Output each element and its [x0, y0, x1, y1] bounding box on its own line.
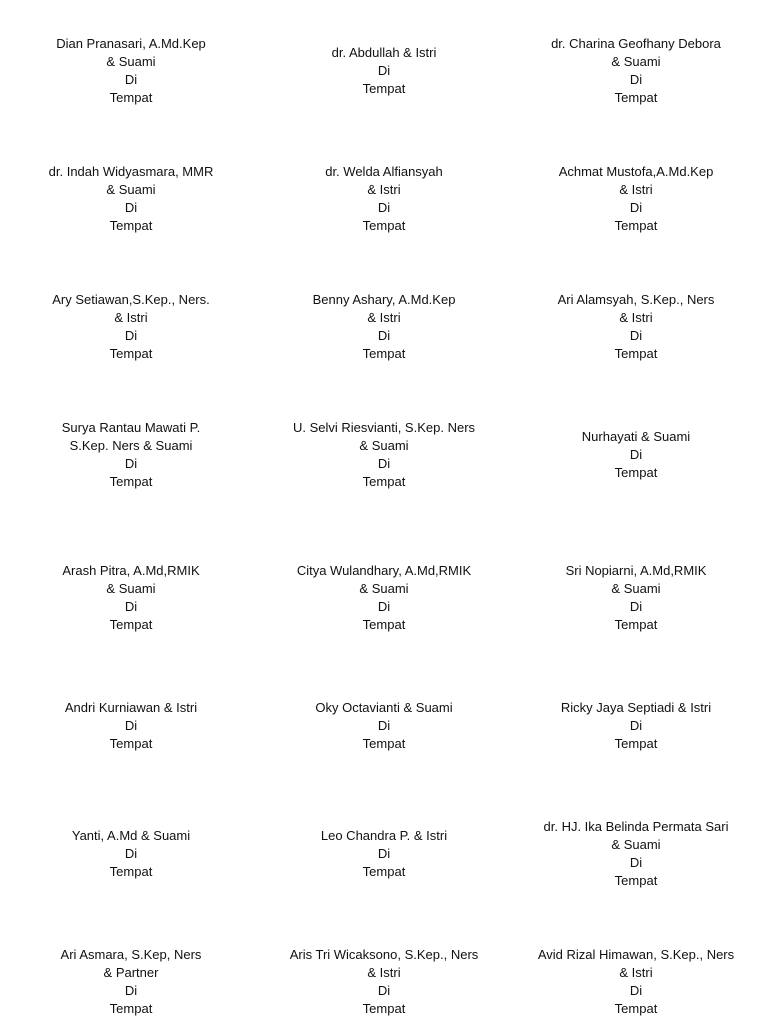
label-line: & Istri — [367, 964, 401, 980]
address-label — [269, 562, 499, 635]
label-line: Di — [377, 717, 391, 733]
label-line: Di — [377, 200, 391, 215]
label-line: Leo Chandra P. & Istri — [320, 827, 448, 843]
address-label — [269, 419, 499, 492]
label-line: Surya Rantau Mawati P. — [61, 419, 201, 435]
label-line: & Istri — [619, 964, 653, 980]
label-line: & Istri — [619, 181, 653, 197]
label-line: & Istri — [114, 309, 148, 325]
label-line: Achmat Mustofa,A.Md.Kep — [558, 163, 714, 179]
label-line: U. Selvi Riesvianti, S.Kep. Ners — [292, 419, 476, 435]
label-line: Tempat — [614, 465, 658, 481]
label-line: Di — [377, 599, 391, 614]
label-line: Di — [629, 855, 643, 870]
address-label — [521, 946, 751, 1019]
address-label — [16, 163, 246, 236]
label-line: Di — [629, 200, 643, 215]
label-line: Oky Octavianti & Suami — [315, 699, 453, 715]
address-label — [16, 35, 246, 108]
label-line: Di — [629, 328, 643, 343]
label-line: Tempat — [362, 81, 406, 97]
label-line: Di — [124, 983, 138, 998]
label-line: Tempat — [362, 218, 406, 234]
label-line: dr. Indah Widyasmara, MMR — [48, 163, 214, 179]
address-label — [521, 35, 751, 108]
label-line: dr. Charina Geofhany Debora — [551, 35, 721, 51]
label-line: Tempat — [614, 873, 658, 889]
label-line: Di — [124, 717, 138, 733]
label-line: Tempat — [109, 346, 153, 362]
label-line: Di — [629, 983, 643, 998]
address-label — [16, 946, 246, 1019]
label-line: Di — [377, 456, 391, 471]
label-line: Tempat — [109, 474, 153, 490]
label-line: Tempat — [362, 1001, 406, 1017]
label-line: Andri Kurniawan & Istri — [64, 699, 198, 715]
label-line: Di — [124, 200, 138, 215]
label-line: & Suami — [611, 580, 661, 596]
address-label — [269, 827, 499, 882]
label-line: dr. HJ. Ika Belinda Permata Sari — [543, 818, 729, 834]
label-line: Tempat — [614, 346, 658, 362]
address-label — [16, 419, 246, 492]
address-label — [16, 699, 246, 754]
label-line: Sri Nopiarni, A.Md,RMIK — [565, 562, 707, 578]
address-label — [269, 699, 499, 754]
label-line: Di — [377, 845, 391, 861]
label-line: Tempat — [109, 736, 153, 752]
label-line: Tempat — [362, 474, 406, 490]
address-label — [269, 163, 499, 236]
label-line: Di — [377, 62, 391, 78]
label-line: & Suami — [611, 53, 661, 69]
label-line: & Suami — [611, 836, 661, 852]
label-line: Ary Setiawan,S.Kep., Ners. — [52, 291, 210, 307]
label-line: Benny Ashary, A.Md.Kep — [312, 291, 456, 307]
address-label — [16, 562, 246, 635]
label-line: Di — [377, 328, 391, 343]
label-line: Ricky Jaya Septiadi & Istri — [560, 699, 712, 715]
address-label — [521, 818, 751, 891]
address-label — [269, 946, 499, 1019]
label-line: Tempat — [109, 617, 153, 633]
label-line: Tempat — [362, 864, 406, 880]
label-line: Di — [124, 328, 138, 343]
label-line: Arash Pitra, A.Md,RMIK — [62, 562, 200, 578]
address-label — [521, 291, 751, 364]
label-line: Tempat — [614, 218, 658, 234]
label-line: Tempat — [614, 736, 658, 752]
label-line: & Istri — [367, 309, 401, 325]
label-line: Di — [629, 72, 643, 87]
address-label — [521, 562, 751, 635]
label-line: Tempat — [614, 90, 658, 106]
label-line: Dian Pranasari, A.Md.Kep — [56, 35, 206, 51]
label-line: & Istri — [367, 181, 401, 197]
label-line: Tempat — [109, 1001, 153, 1017]
address-label — [521, 428, 751, 483]
label-line: & Suami — [106, 181, 156, 197]
label-line: Tempat — [614, 1001, 658, 1017]
label-line: Di — [124, 456, 138, 471]
label-line: & Suami — [359, 580, 409, 596]
label-line: Nurhayati & Suami — [581, 428, 691, 444]
label-line: & Suami — [106, 580, 156, 596]
label-line: & Istri — [619, 309, 653, 325]
label-line: Tempat — [362, 736, 406, 752]
label-line: Di — [629, 599, 643, 614]
label-line: dr. Abdullah & Istri — [331, 44, 437, 60]
label-line: Tempat — [614, 617, 658, 633]
label-line: Tempat — [109, 90, 153, 106]
label-line: Ari Alamsyah, S.Kep., Ners — [557, 291, 715, 307]
label-line: Ari Asmara, S.Kep, Ners — [60, 946, 202, 962]
label-line: Di — [629, 717, 643, 733]
label-line: Di — [377, 983, 391, 998]
label-line: Avid Rizal Himawan, S.Kep., Ners — [537, 946, 735, 962]
address-label — [521, 699, 751, 754]
label-line: Di — [629, 446, 643, 462]
label-line: Tempat — [362, 346, 406, 362]
label-line: Citya Wulandhary, A.Md,RMIK — [296, 562, 472, 578]
label-line: & Suami — [106, 53, 156, 69]
label-line: Tempat — [109, 218, 153, 234]
label-line: Tempat — [109, 864, 153, 880]
label-line: & Suami — [359, 437, 409, 453]
address-label — [16, 291, 246, 364]
address-label — [521, 163, 751, 236]
label-line: dr. Welda Alfiansyah — [325, 163, 443, 179]
label-line: Yanti, A.Md & Suami — [71, 827, 191, 843]
label-line: Tempat — [362, 617, 406, 633]
label-line: & Partner — [103, 964, 159, 980]
label-line: Di — [124, 72, 138, 87]
label-line: Di — [124, 599, 138, 614]
address-label — [16, 827, 246, 882]
label-line: S.Kep. Ners & Suami — [69, 437, 193, 453]
address-label — [269, 44, 499, 99]
label-line: Di — [124, 845, 138, 861]
label-line: Aris Tri Wicaksono, S.Kep., Ners — [289, 946, 479, 962]
address-label — [269, 291, 499, 364]
